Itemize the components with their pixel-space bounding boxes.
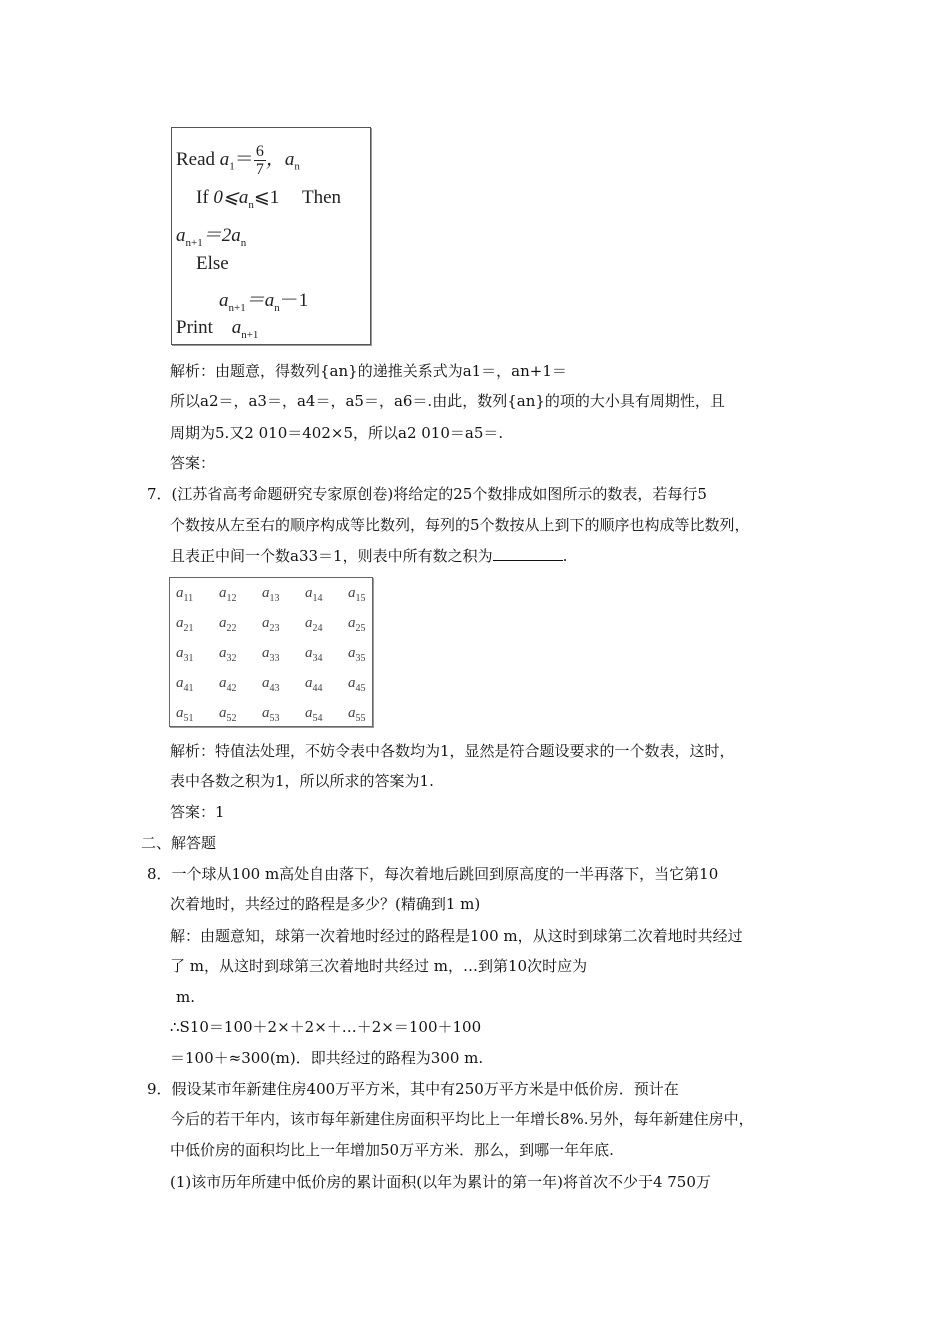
matrix-cell: $a_{34}$: [305, 645, 323, 664]
matrix-cell: $a_{43}$: [262, 675, 280, 694]
algo-a1: a: [219, 148, 230, 170]
algo-print-sub: n+1: [241, 328, 259, 341]
matrix-cell: $a_{33}$: [262, 645, 280, 664]
algo-read-line: [176, 143, 300, 178]
algo-assign-line: [176, 220, 246, 249]
algo-cond-sub: n: [248, 198, 254, 211]
matrix-cell: $a_{32}$: [219, 645, 237, 664]
q6-solution-line3: 周期为5.又2 010＝402×5，所以a2 010＝a5＝.: [170, 424, 504, 442]
algo-l3-sub: n+1: [185, 236, 203, 249]
q9-line4: (1)该市历年所建中低价房的累计面积(以年为累计的第一年)将首次不少于4 750万: [170, 1173, 711, 1191]
q8-line5: m.: [176, 988, 195, 1006]
algo-l3-rhs-sub: n: [240, 236, 247, 249]
matrix-cell: $a_{55}$: [348, 705, 366, 724]
matrix-cell: $a_{35}$: [348, 645, 366, 664]
q9-line1: 9．假设某市年新建住房400万平方米，其中有250万平方米是中低价房．预计在: [147, 1080, 679, 1098]
algo-an: ，a: [265, 148, 295, 170]
q7-line1: 7．(江苏省高考命题研究专家原创卷)将给定的25个数排成如图所示的数表，若每行5: [147, 485, 707, 503]
matrix-cell: $a_{41}$: [176, 675, 194, 694]
q8-line6: ∴S10＝100＋2×＋2×＋…＋2×＝100＋100: [170, 1018, 482, 1036]
algo-cond-tail: ⩽1: [253, 187, 280, 208]
algo-print-line: [176, 317, 258, 341]
algo-l3-a: a: [176, 225, 186, 246]
algo-else-line: [196, 253, 229, 275]
matrix-cell: $a_{13}$: [262, 585, 280, 604]
algo-l5-a: a: [219, 290, 229, 311]
algo-fraction: [254, 143, 266, 178]
matrix-cell: $a_{23}$: [262, 615, 280, 634]
matrix-cell: $a_{25}$: [348, 615, 366, 634]
matrix-cell: $a_{53}$: [262, 705, 280, 724]
q7-solution-line1: 解析：特值法处理，不妨令表中各数均为1，显然是符合题设要求的一个数表，这时，: [170, 742, 735, 760]
algo-if-keyword: If: [196, 187, 209, 208]
q7-line2: 个数按从左至右的顺序构成等比数列，每列的5个数按从上到下的顺序也构成等比数列，: [170, 516, 750, 534]
algo-an-sub: n: [294, 160, 300, 173]
algo-a1-sub: 1: [229, 160, 235, 173]
matrix-cell: $a_{12}$: [219, 585, 237, 604]
matrix-cell: $a_{14}$: [305, 585, 323, 604]
algo-l5-sub: n+1: [228, 301, 246, 314]
q7-answer: 答案：1: [170, 803, 225, 821]
matrix-cell: $a_{52}$: [219, 705, 237, 724]
matrix-cell: $a_{22}$: [219, 615, 237, 634]
algo-condition: 0⩽a: [213, 187, 249, 208]
matrix-cell: $a_{24}$: [305, 615, 323, 634]
matrix-cell: $a_{31}$: [176, 645, 194, 664]
answer-blank: [493, 546, 563, 561]
algo-eq: ＝: [234, 148, 254, 170]
q8-line4: 了 m，从这时到球第三次着地时共经过 m，…到第10次时应为: [170, 957, 588, 975]
algo-print-keyword: Print: [176, 317, 213, 338]
matrix-cell: $a_{44}$: [305, 675, 323, 694]
algo-then-keyword: Then: [302, 187, 342, 208]
algo-l5-tail: －1: [279, 290, 309, 311]
algo-else-keyword: Else: [196, 253, 229, 274]
matrix-cell: $a_{15}$: [348, 585, 366, 604]
q6-answer: 答案：: [170, 454, 216, 472]
matrix-cell: $a_{51}$: [176, 705, 194, 724]
algo-print-a: a: [231, 317, 242, 338]
q7-line3: [170, 546, 567, 566]
q6-solution-line1: 解析：由题意，得数列{an}的递推关系式为a1＝，an+1＝: [170, 362, 567, 380]
q8-line2: 次着地时，共经过的路程是多少？(精确到1 m): [170, 895, 481, 913]
algo-l5-rhs: ＝a: [245, 290, 275, 311]
q7-line3-period: .: [562, 547, 568, 565]
algo-l5-rhs-sub: n: [274, 301, 280, 314]
q8-line7: ＝100＋≈300(m)．即共经过的路程为300 m.: [170, 1049, 484, 1067]
q6-solution-line2: 所以a2＝，a3＝，a4＝，a5＝，a6＝.由此，数列{an}的项的大小具有周期性，且: [170, 392, 725, 410]
q8-line1: 8．一个球从100 m高处自由落下，每次着地后跳回到原高度的一半再落下，当它第10: [147, 865, 719, 883]
matrix-cell: $a_{42}$: [219, 675, 237, 694]
q9-line2: 今后的若干年内，该市每年新建住房面积平均比上一年增长8%.另外，每年新建住房中，: [170, 1110, 754, 1128]
algo-if-line: [196, 186, 341, 211]
matrix-cell: $a_{21}$: [176, 615, 194, 634]
algo-l3-rhs: ＝2a: [202, 225, 241, 246]
q9-line3: 中低价房的面积均比上一年增加50万平方米．那么，到哪一年年底.: [170, 1141, 614, 1159]
algo-frac-den: 7: [255, 161, 264, 178]
q7-solution-line2: 表中各数之积为1，所以所求的答案为1.: [170, 772, 434, 790]
section-heading: 二、解答题: [141, 834, 217, 852]
algo-read-keyword: Read: [176, 148, 216, 170]
matrix-cell: $a_{54}$: [305, 705, 323, 724]
matrix-cell: $a_{45}$: [348, 675, 366, 694]
algo-else-assign-line: [219, 285, 308, 314]
matrix-cell: $a_{11}$: [176, 585, 194, 604]
number-matrix: [169, 577, 373, 727]
algo-frac-num: 6: [255, 143, 264, 160]
algorithm-box: [171, 127, 371, 345]
q8-line3: 解：由题意知，球第一次着地时经过的路程是100 m，从这时到球第二次着地时共经过: [170, 927, 743, 945]
q7-line3-text: 且表正中间一个数a33＝1，则表中所有数之积为: [170, 547, 493, 565]
